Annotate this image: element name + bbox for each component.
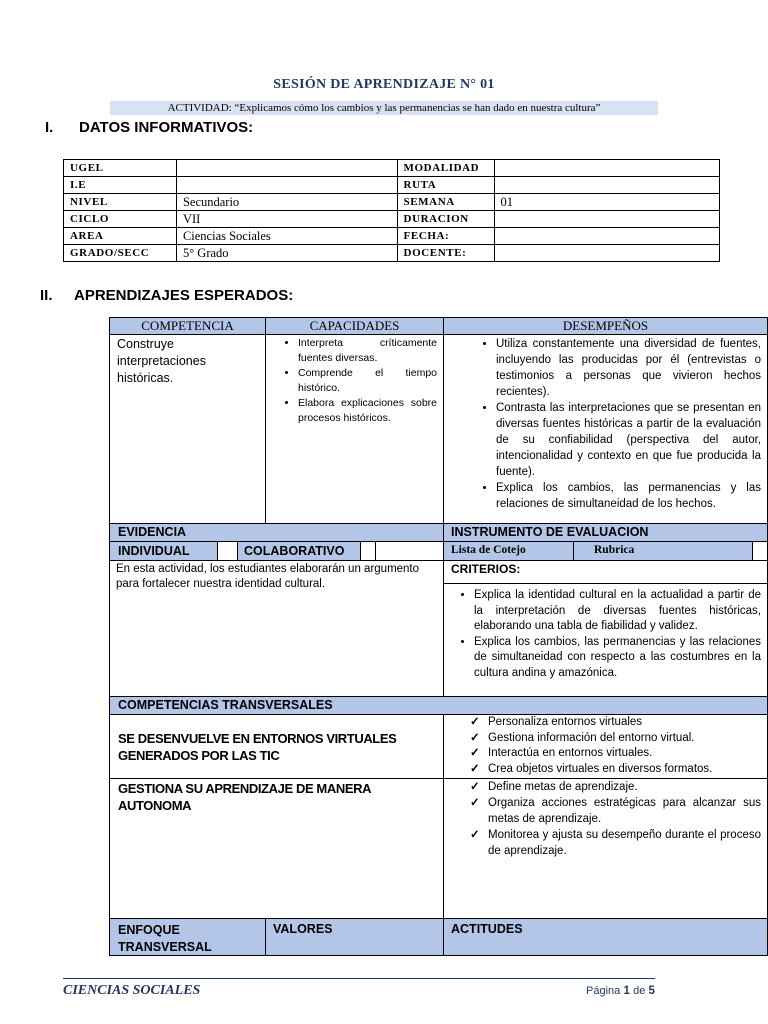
desempenos-cell (443, 334, 768, 524)
tic-items-cell (443, 714, 768, 779)
section-number: I. (45, 119, 54, 136)
valores-header: VALORES (265, 918, 444, 956)
col-header-desempenos: DESEMPEÑOS (443, 317, 768, 335)
value-nivel: Secundario (176, 194, 397, 211)
activity-banner: ACTIVIDAD: “Explicamos cómo los cambios y las permanencias se han dado en nuestra cultura” (110, 101, 658, 115)
label-ie: I.E (64, 177, 177, 194)
label-ugel: UGEL (64, 160, 177, 177)
transversales-header: COMPETENCIAS TRANSVERSALES (109, 696, 768, 715)
label-grado: GRADO/SECC (64, 245, 177, 262)
evidencia-header: EVIDENCIA (109, 523, 444, 542)
competencia-cell (109, 334, 266, 524)
tic-title: SE DESENVUELVE EN ENTORNOS VIRTUALES GENERADOS POR LAS TIC (118, 731, 397, 763)
autonoma-item: ✓ Monitorea y ajusta su desempeño durante el proceso de aprendizaje. (488, 827, 761, 859)
value-ie (176, 177, 397, 194)
label-area: AREA (64, 228, 177, 245)
criterios-cell (443, 583, 768, 697)
autonoma-item: ✓ Define metas de aprendizaje. (488, 779, 761, 795)
individual-label: INDIVIDUAL (109, 541, 218, 561)
colaborativo-label: COLABORATIVO (237, 541, 361, 561)
label-ciclo: CICLO (64, 211, 177, 228)
evidencia-text-cell (109, 560, 444, 697)
label-duracion: DURACION (397, 211, 494, 228)
colaborativo-check-cell (360, 541, 376, 561)
page-title: SESIÓN DE APRENDIZAJE N° 01 (273, 77, 495, 92)
autonoma-title-cell (109, 778, 444, 919)
value-semana: 01 (494, 194, 720, 211)
datos-table (63, 159, 720, 262)
tic-title-cell (109, 714, 444, 779)
label-semana: SEMANA (397, 194, 494, 211)
criterios-header: CRITERIOS: (443, 560, 768, 584)
rubrica-label: Rubrica (573, 541, 753, 561)
desempeno-item: • Contrasta las interpretaciones que se presentan en diversas fuentes históricas a partir de la evaluación de su confiabilidad (perspectiva del autor, intencionalidad y contexto en que fue producida la fuente). (496, 400, 761, 480)
page-number: 1 (623, 985, 630, 997)
autonoma-title: GESTIONA SU APRENDIZAJE DE MANERA AUTONOMA (118, 781, 371, 813)
competencia-text: Construye interpretaciones históricas. (117, 337, 206, 385)
value-fecha (494, 228, 720, 245)
criterio-item: • Explica los cambios, las permanencias y las relaciones de simultaneidad con respecto a las costumbres en la cultura andina y amazónica. (474, 635, 761, 682)
rubrica-check-cell (752, 541, 768, 561)
value-modalidad (494, 160, 720, 177)
value-ugel (176, 160, 397, 177)
section-number: II. (40, 287, 53, 304)
value-ciclo: VII (176, 211, 397, 228)
capacidad-item: • Elabora explicaciones sobre procesos históricos. (298, 396, 437, 426)
label-fecha: FECHA: (397, 228, 494, 245)
page-label: Página (586, 985, 621, 997)
section-title: DATOS INFORMATIVOS: (79, 119, 254, 136)
instrumento-header: INSTRUMENTO DE EVALUACION (443, 523, 768, 542)
label-docente: DOCENTE: (397, 245, 494, 262)
value-area: Ciencias Sociales (176, 228, 397, 245)
criterio-item: • Explica la identidad cultural en la actualidad a partir de la interpretación de diversas fuentes históricas, elaborando una tabla de fiabilidad y validez. (474, 588, 761, 635)
col-header-competencia: COMPETENCIA (109, 317, 266, 335)
page-total: 5 (648, 985, 655, 997)
capacidad-item: • Comprende el tiempo histórico. (298, 366, 437, 396)
individual-check-cell (217, 541, 238, 561)
section-title: APRENDIZAJES ESPERADOS: (74, 287, 294, 304)
value-docente (494, 245, 720, 262)
footer-divider (63, 978, 655, 979)
page-of: de (633, 985, 646, 997)
actitudes-header: ACTITUDES (443, 918, 768, 956)
value-ruta (494, 177, 720, 194)
enfoque-header: ENFOQUE TRANSVERSAL (109, 918, 266, 956)
tic-item: ✓ Interactúa en entornos virtuales. (488, 746, 761, 762)
tic-item: ✓ Crea objetos virtuales en diversos formatos. (488, 762, 761, 778)
tic-item: ✓ Personaliza entornos virtuales (488, 715, 761, 731)
tic-item: ✓ Gestiona información del entorno virtual. (488, 731, 761, 747)
evidencia-text: En esta actividad, los estudiantes elaborarán un argumento para fortalecer nuestra identidad cultural. (116, 563, 420, 590)
lista-cotejo-label: Lista de Cotejo (443, 541, 574, 561)
empty-cell (375, 541, 444, 561)
capacidades-cell (265, 334, 444, 524)
section-aprendizajes-heading (40, 287, 293, 304)
desempeno-item: • Explica los cambios, las permanencias y las relaciones de simultaneidad de los hechos. (496, 480, 761, 512)
value-grado: 5° Grado (176, 245, 397, 262)
label-modalidad: MODALIDAD (397, 160, 494, 177)
section-datos-heading (45, 119, 253, 136)
desempeno-item: • Utiliza constantemente una diversidad de fuentes, incluyendo las producidas por él (entrevistas o testimonios a personas que vivieron hechos recientes). (496, 336, 761, 400)
footer-course: CIENCIAS SOCIALES (63, 983, 201, 998)
label-ruta: RUTA (397, 177, 494, 194)
autonoma-items-cell (443, 778, 768, 919)
page-indicator (586, 985, 655, 997)
autonoma-item: ✓ Organiza acciones estratégicas para alcanzar sus metas de aprendizaje. (488, 795, 761, 827)
value-duracion (494, 211, 720, 228)
capacidad-item: • Interpreta críticamente fuentes diversas. (298, 336, 437, 366)
col-header-capacidades: CAPACIDADES (265, 317, 444, 335)
label-nivel: NIVEL (64, 194, 177, 211)
